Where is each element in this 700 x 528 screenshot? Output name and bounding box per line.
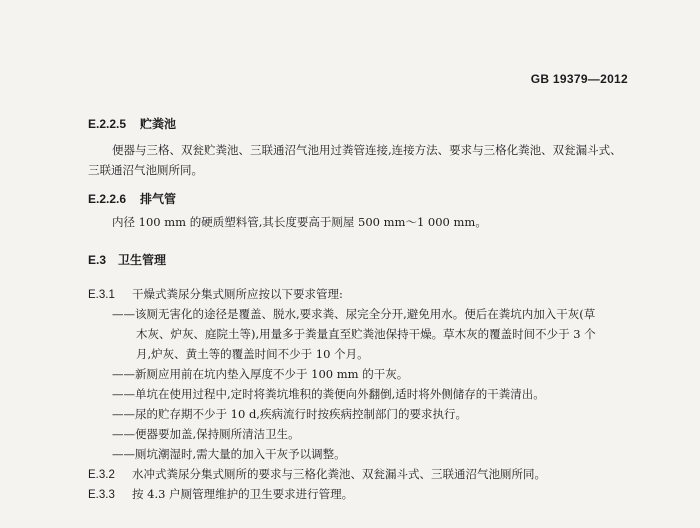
list-item: ——单坑在使用过程中,定时将粪坑堆积的粪便向外翻倒,适时将外侧储存的干粪清出。 bbox=[112, 387, 545, 401]
section-title: 卫生管理 bbox=[118, 253, 167, 267]
clause-number: E.3.3 bbox=[88, 489, 115, 501]
section-body-e226 bbox=[112, 212, 672, 232]
clause-e32 bbox=[88, 464, 648, 484]
clause-intro-text: 干燥式粪尿分集式厕所应按以下要求管理: bbox=[132, 287, 343, 301]
list-item: ——厕坑潮湿时,需大量的加入干灰予以调整。 bbox=[112, 447, 346, 461]
clause-number: E.3.1 bbox=[88, 289, 115, 301]
list-item: ——尿的贮存期不少于 10 d,疾病流行时按疾病控制部门的要求执行。 bbox=[112, 407, 467, 421]
section-number: E.2.2.6 bbox=[88, 192, 127, 206]
clause-number: E.3.2 bbox=[88, 469, 115, 481]
standard-code: GB 19379—2012 bbox=[530, 72, 628, 86]
clause-e33 bbox=[88, 484, 648, 504]
section-body-e31 bbox=[88, 284, 648, 504]
list-item: ——该厕无害化的途径是覆盖、脱水,要求粪、尿完全分开,避免用水。便后在粪坑内加入干灰(草 bbox=[112, 307, 596, 321]
clause-intro bbox=[88, 284, 648, 304]
section-title: 排气管 bbox=[140, 192, 177, 206]
section-number: E.2.2.5 bbox=[88, 117, 127, 131]
section-body-e225 bbox=[88, 140, 672, 180]
list-item-continuation: 月,炉灰、黄土等的覆盖时间不少于 10 个月。 bbox=[136, 347, 369, 361]
section-title: 贮粪池 bbox=[140, 117, 177, 131]
section-heading-e226 bbox=[88, 190, 176, 207]
list-item: ——新厕应用前在坑内垫入厚度不少于 100 mm 的干灰。 bbox=[112, 367, 409, 381]
section-number: E.3 bbox=[88, 253, 107, 267]
section-heading-e225 bbox=[88, 115, 176, 132]
body-line: 内径 100 mm 的硬质塑料管,其长度要高于厕屋 500 mm～1 000 mm。 bbox=[112, 215, 487, 229]
body-line: 便器与三格、双瓮贮粪池、三联通沼气池用过粪管连接,连接方法、要求与三格化粪池、双瓮漏斗式、 bbox=[112, 143, 622, 157]
section-heading-e3 bbox=[88, 251, 166, 268]
clause-text: 按 4.3 户厕管理维护的卫生要求进行管理。 bbox=[132, 487, 354, 501]
list-item-continuation: 木灰、炉灰、庭院土等),用量多于粪量直至贮粪池保持干燥。草木灰的覆盖时间不少于 3 个 bbox=[136, 327, 596, 341]
clause-text: 水冲式粪尿分集式厕所的要求与三格化粪池、双瓮漏斗式、三联通沼气池厕所同。 bbox=[132, 467, 546, 481]
body-line: 三联通沼气池厕所同。 bbox=[88, 163, 203, 177]
list-item: ——便器要加盖,保持厕所清洁卫生。 bbox=[112, 427, 300, 441]
